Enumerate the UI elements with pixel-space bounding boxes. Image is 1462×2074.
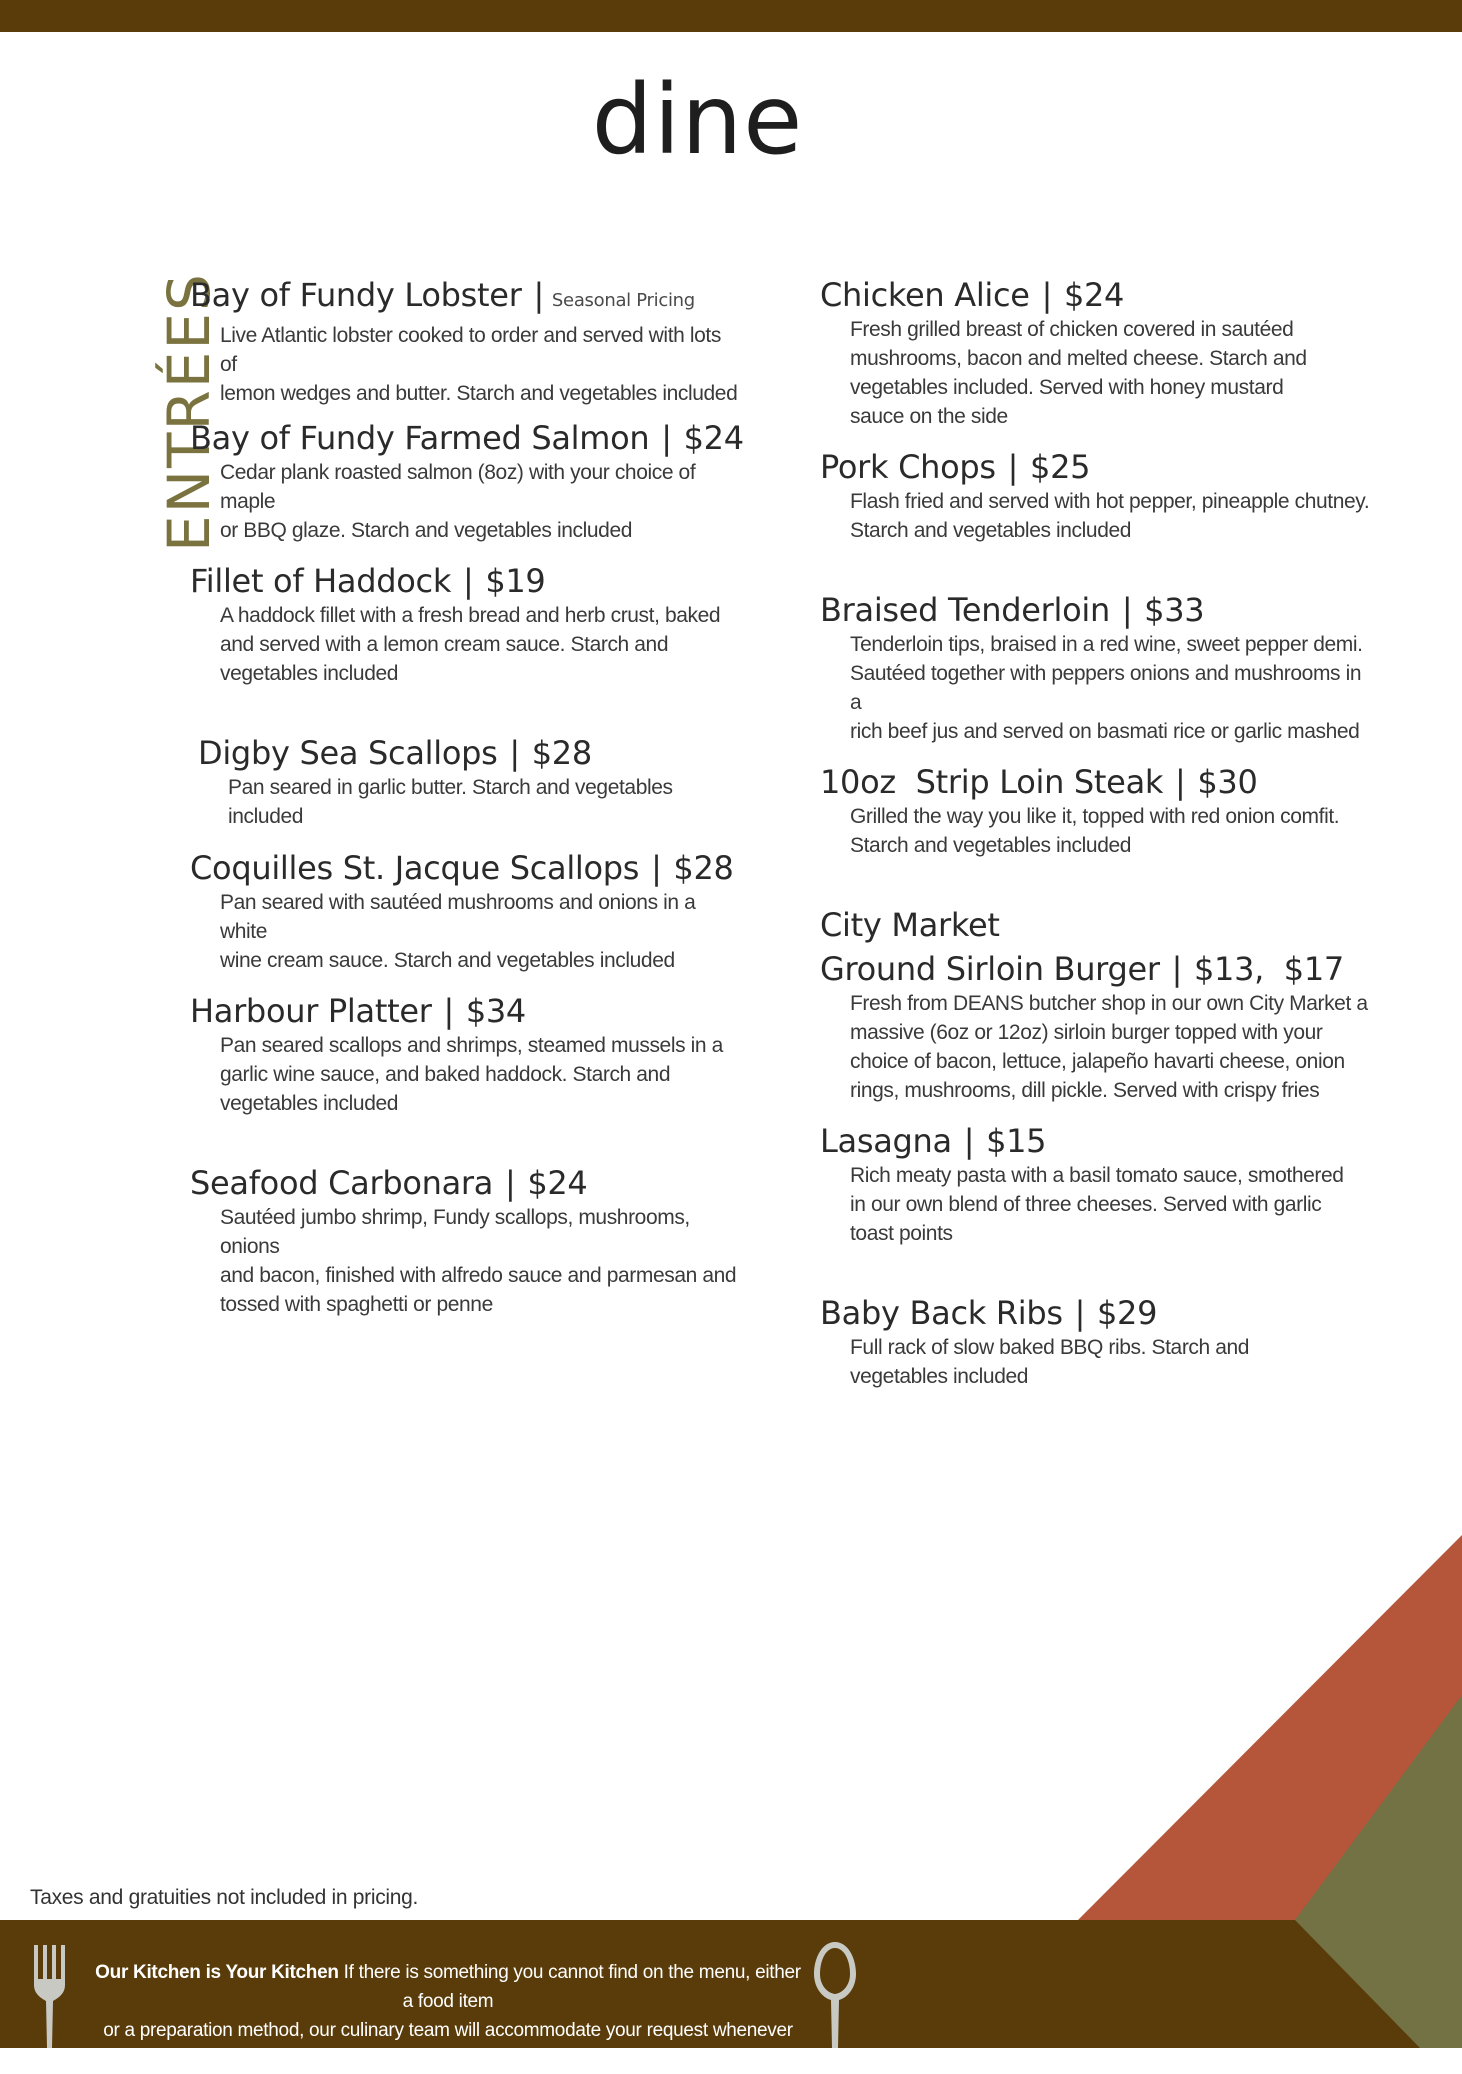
fork-icon (30, 1945, 70, 2048)
olive-triangle (1295, 1695, 1462, 1920)
kitchen-title: Our Kitchen is Your Kitchen (95, 1962, 339, 1983)
menu-item-seafood-carbonara: Seafood Carbonara | $24 Sautéed jumbo shrimp, Fundy scallops, mushrooms, onions and bacon, finished with alfredo sauce and parmesan and tossed with spaghetti or penne (190, 1163, 750, 1319)
item-desc: Live Atlantic lobster cooked to order and served with lots of lemon wedges and butter. Starch and vegetables included (220, 324, 738, 405)
menu-item-chicken-alice: Chicken Alice | $24 Fresh grilled breast of chicken covered in sautéed mushrooms, bacon and melted cheese. Starch and vegetables included. Served with honey mustard sauce on the side (820, 275, 1380, 431)
spoon-icon (812, 1940, 858, 2048)
kitchen-message (88, 1958, 808, 2074)
item-desc: Pan seared with sautéed mushrooms and onions in a white wine cream sauce. Starch and vegetables included (220, 891, 696, 972)
item-name: Fillet of Haddock (190, 562, 452, 600)
menu-item-baby-back-ribs: Baby Back Ribs | $29 Full rack of slow baked BBQ ribs. Starch and vegetables included (820, 1293, 1380, 1391)
menu-item-braised-tenderloin: Braised Tenderloin | $33 Tenderloin tips, braised in a red wine, sweet pepper demi. Sautéed together with peppers onions and mushrooms in a rich beef jus and served on basmati rice or garlic mashed (820, 590, 1380, 746)
item-desc: Tenderloin tips, braised in a red wine, sweet pepper demi. Sautéed together with peppers onions and mushrooms in a rich beef jus and served on basmati rice or garlic mashed (850, 633, 1363, 743)
kitchen-line2: or a preparation method, our culinary team will accommodate your request whenever possible. (103, 2020, 793, 2070)
menu-item-digby-scallops: Digby Sea Scallops | $28 Pan seared in garlic butter. Starch and vegetables included (198, 733, 758, 831)
item-name: Harbour Platter (190, 992, 432, 1030)
top-bar (0, 0, 1462, 32)
section-label-entrees: ENTRÉES (155, 272, 223, 552)
item-desc: Grilled the way you like it, topped with red onion comfit. Starch and vegetables included (850, 805, 1340, 857)
item-name: 10oz Strip Loin Steak (820, 763, 1164, 801)
item-name: Pork Chops (820, 448, 996, 486)
menu-item-coquilles: Coquilles St. Jacque Scallops | $28 Pan seared with sautéed mushrooms and onions in a white wine cream sauce. Starch and vegetables included (190, 848, 750, 975)
item-price: $29 (1097, 1294, 1158, 1332)
menu-item-lobster: Bay of Fundy Lobster | Seasonal Pricing Live Atlantic lobster cooked to order and served with lots of lemon wedges and butter. Starch and vegetables included (190, 275, 750, 408)
page-title: dine (591, 64, 804, 176)
item-price: $13, $17 (1193, 950, 1344, 988)
item-price: $24 (527, 1164, 588, 1202)
item-name-line1: City Market (820, 906, 1000, 944)
item-price: $28 (531, 734, 592, 772)
item-name: Digby Sea Scallops (198, 734, 498, 772)
item-price: $34 (465, 992, 526, 1030)
item-desc: Pan seared scallops and shrimps, steamed mussels in a garlic wine sauce, and baked haddock. Starch and vegetables included (220, 1034, 723, 1115)
item-price: $15 (986, 1122, 1047, 1160)
menu-item-sirloin-burger: City Market Ground Sirloin Burger | $13, $17 Fresh from DEANS butcher shop in our own City Market a massive (6oz or 12oz) sirloin burger topped with your choice of bacon, lettuce, jalapeño havarti cheese, onion rings, mushrooms, dill pickle. Served with crispy fries (820, 905, 1380, 1105)
item-desc: Full rack of slow baked BBQ ribs. Starch and vegetables included (850, 1336, 1250, 1388)
item-price: $24 (683, 419, 744, 457)
item-name: Bay of Fundy Farmed Salmon (190, 419, 650, 457)
item-name: Lasagna (820, 1122, 952, 1160)
item-name: Chicken Alice (820, 276, 1030, 314)
menu-item-salmon: Bay of Fundy Farmed Salmon | $24 Cedar plank roasted salmon (8oz) with your choice of maple or BBQ glaze. Starch and vegetables included (190, 418, 750, 545)
item-price: $24 (1063, 276, 1125, 314)
item-price: $25 (1030, 448, 1091, 486)
item-desc: Flash fried and served with hot pepper, pineapple chutney. Starch and vegetables included (850, 490, 1370, 542)
item-price: $30 (1197, 763, 1258, 801)
item-desc: Fresh from DEANS butcher shop in our own City Market a massive (6oz or 12oz) sirloin burger topped with your choice of bacon, lettuce, jalapeño havarti cheese, onion rings, mushrooms, dill pickle. Served with crispy fries (850, 992, 1368, 1102)
item-name: Ground Sirloin Burger (820, 950, 1160, 988)
item-desc: A haddock fillet with a fresh bread and herb crust, baked and served with a lemon cream sauce. Starch and vegetables included (220, 604, 721, 685)
item-name: Seafood Carbonara (190, 1164, 494, 1202)
item-desc: Rich meaty pasta with a basil tomato sauce, smothered in our own blend of three cheeses. Served with garlic toast points (850, 1164, 1344, 1245)
kitchen-line1: If there is something you cannot find on the menu, either a food item (343, 1962, 801, 2012)
item-price: $19 (485, 562, 546, 600)
pricing-note: Taxes and gratuities not included in pricing. (30, 1886, 419, 1909)
item-note: Seasonal Pricing (551, 290, 695, 311)
item-name: Coquilles St. Jacque Scallops (190, 849, 640, 887)
item-desc: Sautéed jumbo shrimp, Fundy scallops, mushrooms, onions and bacon, finished with alfredo sauce and parmesan and tossed with spaghetti or penne (220, 1206, 737, 1316)
item-price: $28 (673, 849, 734, 887)
item-desc: Pan seared in garlic butter. Starch and vegetables included (228, 776, 673, 828)
item-desc: Cedar plank roasted salmon (8oz) with your choice of maple or BBQ glaze. Starch and vegetables included (220, 461, 696, 542)
menu-item-haddock: Fillet of Haddock | $19 A haddock fillet with a fresh bread and herb crust, baked and served with a lemon cream sauce. Starch and vegetables included (190, 561, 750, 688)
menu-item-lasagna: Lasagna | $15 Rich meaty pasta with a basil tomato sauce, smothered in our own blend of three cheeses. Served with garlic toast points (820, 1121, 1380, 1248)
menu-item-pork-chops: Pork Chops | $25 Flash fried and served with hot pepper, pineapple chutney. Starch and vegetables included (820, 447, 1380, 545)
rust-triangle (1078, 1535, 1462, 1920)
menu-item-harbour-platter: Harbour Platter | $34 Pan seared scallops and shrimps, steamed mussels in a garlic wine sauce, and baked haddock. Starch and vegetables included (190, 991, 750, 1118)
menu-item-strip-loin: 10oz Strip Loin Steak | $30 Grilled the way you like it, topped with red onion comfit. Starch and vegetables included (820, 762, 1380, 860)
item-price: $33 (1144, 591, 1205, 629)
item-name: Braised Tenderloin (820, 591, 1110, 629)
item-name: Bay of Fundy Lobster (190, 276, 522, 314)
item-desc: Fresh grilled breast of chicken covered in sautéed mushrooms, bacon and melted cheese. Starch and vegetables included. Served with honey mustard sauce on the side (850, 318, 1307, 428)
item-name: Baby Back Ribs (820, 1294, 1063, 1332)
